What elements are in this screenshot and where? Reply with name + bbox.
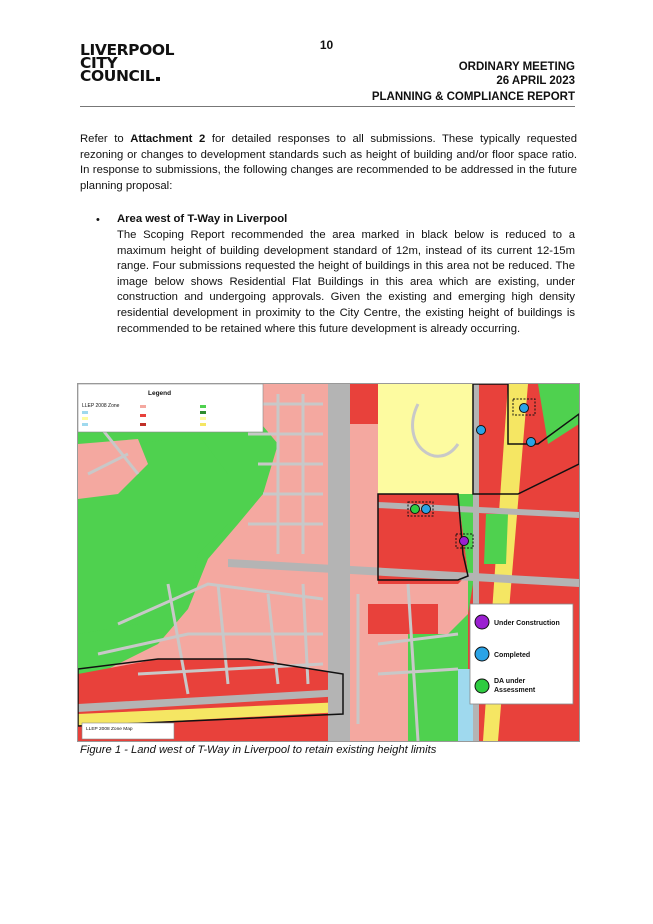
zoning-map xyxy=(77,383,580,742)
logo-line-3 xyxy=(80,67,174,85)
intro-text-end: for detailed responses to all submissions. These typically requested rezoning or changes to development standards such as height of building and/or floor space ratio. In response to submissions, the following changes are recommended to be addressed in the future planning proposal: xyxy=(80,133,578,192)
bullet-heading: Area west of T-Way in Liverpool xyxy=(117,213,288,225)
intro-text-start: Refer to xyxy=(80,133,131,145)
status-da-line-1: DA under xyxy=(494,678,526,685)
completed-icon xyxy=(475,647,489,661)
logo-line-3-text: COUNCIL xyxy=(80,67,155,85)
meeting-header xyxy=(459,60,575,88)
header-divider xyxy=(80,106,575,107)
status-completed: Completed xyxy=(494,652,531,659)
map-label: LLEP 2008 Zone Map xyxy=(86,727,133,732)
logo-dot-icon xyxy=(156,77,160,81)
meeting-date: 26 APRIL 2023 xyxy=(496,75,575,87)
status-legend xyxy=(470,604,573,704)
map-title-box xyxy=(82,723,174,739)
meeting-type: ORDINARY MEETING xyxy=(458,61,575,73)
figure-caption: Figure 1 - Land west of T-Way in Liverpool to retain existing height limits xyxy=(80,744,437,756)
logo-line-2: CITY xyxy=(80,54,118,72)
intro-paragraph xyxy=(80,132,577,194)
page-number: 10 xyxy=(319,38,334,52)
council-logo xyxy=(80,41,175,85)
status-under-construction: Under Construction xyxy=(494,620,560,627)
under-construction-icon xyxy=(475,615,489,629)
legend-title: Legend xyxy=(148,390,172,397)
t-way-road xyxy=(328,384,350,741)
bullet-marker: • xyxy=(96,214,100,226)
legend-zone-label: LLEP 2008 Zone xyxy=(82,403,120,409)
report-title: PLANNING & COMPLIANCE REPORT xyxy=(371,91,575,103)
logo-line-1: LIVERPOOL xyxy=(80,41,175,59)
zone-legend xyxy=(78,384,263,432)
bullet-body: The Scoping Report recommended the area marked in black below is reduced to a maximum height of building development standard of 12m, instead of its current 12-15m range. Four submissions requested the height of buildings in this area not be reduced. The image below shows Residential Flat Buildings in this area which are existing, under construction and undergoing approvals. Given the existing and emerging high density residential development in proximity to the City Centre, the existing height of buildings is recommended to be retained where this future development is already occurring. xyxy=(117,229,575,335)
status-da-line-2: Assessment xyxy=(494,687,536,694)
attachment-reference: Attachment 2 xyxy=(130,133,206,145)
da-under-assessment-icon xyxy=(475,679,489,693)
special-activities-zone xyxy=(378,384,473,494)
